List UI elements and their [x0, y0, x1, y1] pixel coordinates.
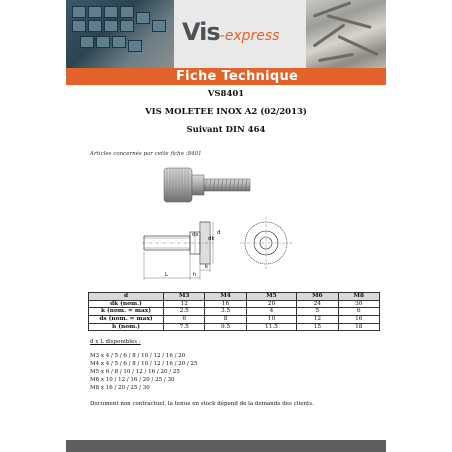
standard-reference: Suivant DIN 464 — [186, 125, 266, 135]
disclaimer: Document non contractuel, la tenue en stock dépend de la demande des clients. — [90, 401, 314, 407]
toolbox-photo — [66, 0, 174, 68]
row-label: k (nom. = max) — [89, 308, 164, 316]
side-view — [142, 222, 214, 280]
availability-line: M3 x 4 / 5 / 6 / 8 / 10 / 12 / 16 / 20 — [90, 353, 186, 359]
table-row — [89, 308, 380, 316]
availability-line: M8 x 16 / 20 / 25 / 30 — [90, 385, 150, 391]
label-ds: ds — [192, 232, 199, 238]
label-h: h — [193, 272, 197, 278]
header-banner — [66, 0, 386, 68]
table-cell: 3.5 — [205, 308, 246, 316]
table-header-cell: M8 — [338, 293, 379, 301]
product-reference: VS8401 — [207, 89, 245, 99]
table-cell: 6 — [338, 308, 379, 316]
dimensions-table — [88, 292, 380, 331]
table-cell: 12 — [297, 316, 338, 324]
table-cell: 10 — [246, 316, 296, 324]
table-cell: 20 — [246, 300, 296, 308]
table-cell: 7.5 — [164, 323, 205, 331]
table-cell: 16 — [205, 300, 246, 308]
table-cell: 12 — [164, 300, 205, 308]
table-cell: 24 — [297, 300, 338, 308]
table-row — [89, 323, 380, 331]
table-cell: 9.5 — [205, 323, 246, 331]
table-cell: 15 — [297, 323, 338, 331]
table-cell: 6 — [164, 316, 205, 324]
label-d: d — [217, 230, 221, 236]
footer-bar — [66, 440, 386, 452]
availability-line: M6 x 10 / 12 / 16 / 20 / 25 / 30 — [90, 377, 175, 383]
table-header-cell: M4 — [205, 293, 246, 301]
availability-line: M4 x 4 / 5 / 6 / 8 / 10 / 12 / 16 / 20 / 25 — [90, 361, 198, 367]
table-cell: 11.5 — [246, 323, 296, 331]
row-label: h (nom.) — [89, 323, 164, 331]
banner-title: Fiche Technique — [176, 69, 299, 84]
table-row — [89, 316, 380, 324]
technical-sheet — [66, 0, 386, 452]
table-cell: 4 — [246, 308, 296, 316]
table-cell: 2.5 — [164, 308, 205, 316]
table-cell: 8 — [205, 316, 246, 324]
technical-drawing — [142, 160, 310, 284]
product-title: VIS MOLETEE INOX A2 (02/2013) — [145, 107, 307, 117]
label-dk: dk — [208, 236, 215, 242]
table-cell: 30 — [338, 300, 379, 308]
table-header-cell: M6 — [297, 293, 338, 301]
articles-note: Articles concernés par cette fiche :8401 — [90, 151, 202, 157]
table-header-cell: M3 — [164, 293, 205, 301]
availability-title: d x L disponibles : — [90, 339, 141, 345]
table-row — [89, 300, 380, 308]
row-label: ds (nom. = max) — [89, 316, 164, 324]
table-cell: 18 — [338, 323, 379, 331]
table-header-cell: M5 — [246, 293, 296, 301]
label-L: L — [165, 272, 169, 278]
table-cell: 5 — [297, 308, 338, 316]
table-cell: 16 — [338, 316, 379, 324]
table-header-row — [89, 293, 380, 301]
label-k: k — [205, 264, 209, 270]
row-label: dk (nom.) — [89, 300, 164, 308]
fiche-technique-banner — [66, 68, 386, 85]
availability-line: M5 x 6 / 8 / 10 / 12 / 16 / 20 / 25 — [90, 369, 180, 375]
table-header-cell: d — [89, 293, 164, 301]
end-view — [240, 217, 292, 269]
screws-photo — [306, 0, 386, 68]
vis-express-logo: Vis-express — [182, 18, 280, 46]
screw-photo — [164, 168, 250, 202]
